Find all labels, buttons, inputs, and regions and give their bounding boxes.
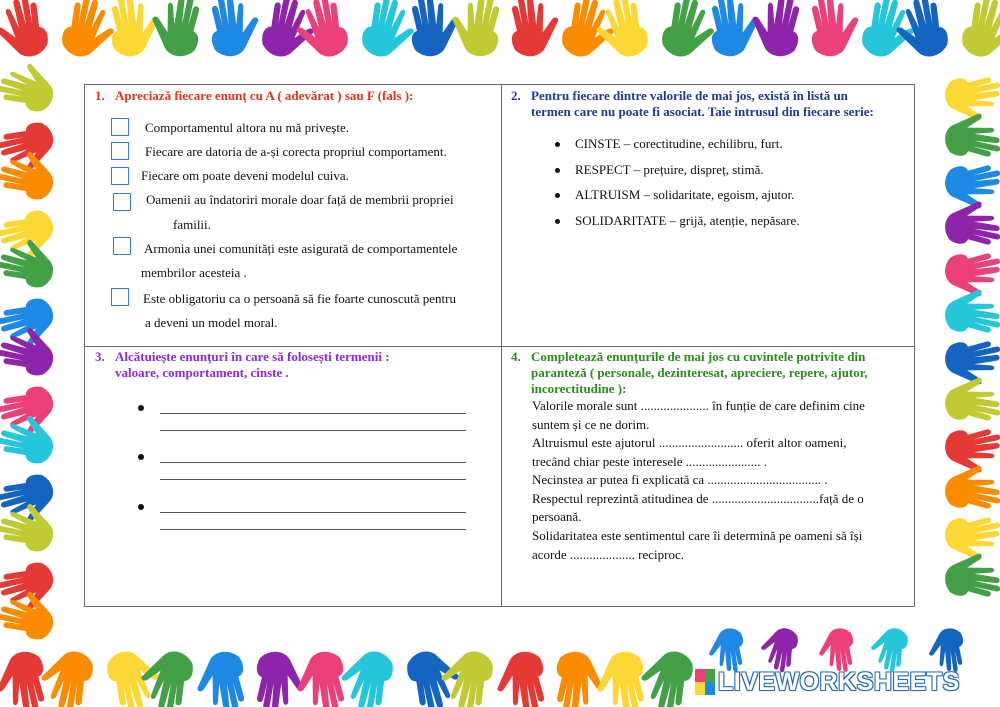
q1-title bbox=[95, 88, 413, 104]
hand-print-icon bbox=[204, 0, 263, 59]
q3-title bbox=[95, 349, 390, 381]
q4-line-1[interactable]: Valorile morale sunt ..................... în funție de care definim cine bbox=[532, 398, 865, 413]
hand-print-icon bbox=[491, 648, 552, 707]
answer-line-1b[interactable] bbox=[160, 430, 466, 431]
worksheet-sheet bbox=[84, 84, 915, 607]
q1-item-6: Este obligatoriu ca o persoană să fie foarte cunoscută pentru bbox=[143, 291, 456, 306]
hand-print-icon bbox=[146, 0, 207, 60]
hand-print-icon bbox=[104, 0, 163, 59]
q1-item-5-cont: membrilor acesteia . bbox=[141, 265, 247, 280]
brand-mark-square bbox=[695, 682, 705, 695]
hand-print-icon bbox=[259, 0, 320, 62]
hand-print-icon bbox=[659, 0, 720, 62]
q4-line-7: persoană. bbox=[532, 509, 582, 524]
q4-line-6[interactable]: Respectul reprezintă atitudinea de .................................față de o bbox=[532, 491, 864, 506]
answer-line-3b[interactable] bbox=[160, 529, 466, 530]
answer-line-2a[interactable] bbox=[160, 462, 466, 463]
hand-print-icon bbox=[436, 647, 495, 707]
answer-line-3a[interactable] bbox=[160, 512, 466, 513]
hand-print-icon bbox=[746, 0, 807, 60]
hand-print-icon bbox=[404, 646, 465, 707]
bullet bbox=[555, 219, 560, 224]
q4-title-line3: incorectitudine ): bbox=[531, 381, 627, 396]
q1-item-4-cont: familii. bbox=[173, 217, 211, 232]
q1-number: 1. bbox=[95, 88, 105, 103]
q2-item-2[interactable]: RESPECT – prețuire, dispreț, stimă. bbox=[575, 162, 764, 177]
bullet bbox=[555, 142, 560, 147]
bullet bbox=[138, 405, 144, 411]
q4-line-8: Solidaritatea este sentimentul care îi determină pe oameni să își bbox=[532, 528, 863, 543]
q3-title-line2: valoare, comportament, cinste . bbox=[115, 365, 289, 380]
brand-mark-square bbox=[705, 669, 715, 682]
brand-mark-square bbox=[695, 669, 705, 682]
hand-print-icon bbox=[291, 0, 350, 61]
brand-name: LIVEWORKSHEETS bbox=[718, 667, 960, 696]
hand-print-icon bbox=[336, 647, 395, 707]
bullet bbox=[138, 454, 144, 460]
hand-print-icon bbox=[104, 646, 165, 707]
q4-line-2: suntem și ce ne dorim. bbox=[532, 417, 650, 432]
q1-item-6-cont: a deveni un model moral. bbox=[145, 315, 278, 330]
q1-checkbox-2[interactable] bbox=[111, 142, 129, 160]
hand-print-icon bbox=[0, 0, 51, 61]
hand-print-icon bbox=[591, 0, 650, 61]
liveworksheets-logo bbox=[695, 668, 960, 696]
q1-item-4: Oamenii au îndatoriri morale doar față de membrii propriei bbox=[146, 192, 454, 207]
q2-number: 2. bbox=[511, 88, 521, 103]
hand-print-icon bbox=[0, 146, 59, 202]
hand-print-icon bbox=[549, 649, 608, 707]
hand-print-icon bbox=[891, 0, 950, 61]
q1-item-3: Fiecare om poate deveni modelul cuiva. bbox=[141, 168, 349, 183]
q4-title bbox=[511, 349, 868, 397]
hand-print-icon bbox=[704, 0, 763, 59]
hand-print-icon bbox=[504, 0, 563, 59]
hand-print-icon bbox=[0, 498, 59, 554]
hand-print-icon bbox=[249, 649, 308, 707]
hand-print-icon bbox=[136, 647, 195, 707]
hand-print-icon bbox=[0, 586, 59, 642]
q1-item-1: Comportamentul altora nu mă privește. bbox=[145, 120, 349, 135]
hand-print-icon bbox=[0, 410, 59, 466]
hand-print-icon bbox=[446, 0, 507, 60]
q2-item-3[interactable]: ALTRUISM – solidaritate, egoism, ajutor. bbox=[575, 187, 795, 202]
q1-item-2: Fiecare are datoria de a-și corecta propriul comportament. bbox=[145, 144, 447, 159]
q1-item-5: Armonia unei comunități este asigurată de comportamentele bbox=[144, 241, 458, 256]
q3-title-line1: Alcătuiește enunțuri în care să folosești termenii : bbox=[115, 349, 390, 364]
bullet bbox=[555, 193, 560, 198]
hand-print-icon bbox=[404, 0, 463, 59]
q4-title-line1: Completează enunțurile de mai jos cu cuvintele potrivite din bbox=[531, 349, 866, 364]
q1-checkbox-1[interactable] bbox=[111, 118, 129, 136]
hand-print-icon bbox=[191, 648, 252, 707]
q2-title bbox=[511, 88, 874, 120]
q2-item-4[interactable]: SOLIDARITATE – grijă, atenție, nepăsare. bbox=[575, 213, 800, 228]
hand-print-icon bbox=[0, 322, 59, 378]
hand-print-icon bbox=[804, 0, 863, 59]
q3-number: 3. bbox=[95, 349, 105, 364]
brand-mark-icon bbox=[695, 669, 715, 695]
brand-mark-square bbox=[705, 682, 715, 695]
hand-print-icon bbox=[959, 0, 1000, 62]
q4-number: 4. bbox=[511, 349, 521, 364]
row-divider bbox=[85, 346, 914, 347]
q4-line-9[interactable]: acorde .................... reciproc. bbox=[532, 547, 684, 562]
hand-print-icon bbox=[559, 0, 620, 62]
bullet bbox=[555, 168, 560, 173]
q1-checkbox-6[interactable] bbox=[111, 288, 129, 306]
hand-print-icon bbox=[0, 58, 59, 114]
q4-line-5[interactable]: Necinstea ar putea fi explicată ca ................................... . bbox=[532, 472, 828, 487]
hand-print-icon bbox=[36, 647, 95, 707]
q1-checkbox-3[interactable] bbox=[111, 167, 129, 185]
hand-print-icon bbox=[359, 0, 420, 62]
q4-line-4[interactable]: trecând chiar peste interesele ....................... . bbox=[532, 454, 767, 469]
q2-title-line1: Pentru fiecare dintre valorile de mai jos, există în listă un bbox=[531, 88, 848, 103]
hand-print-icon bbox=[59, 0, 120, 62]
hand-print-icon bbox=[636, 647, 695, 707]
q1-checkbox-4[interactable] bbox=[113, 193, 131, 211]
hand-print-icon bbox=[859, 0, 920, 62]
answer-line-1a[interactable] bbox=[160, 413, 466, 414]
q1-title-text: Apreciază fiecare enunț cu A ( adevărat ) sau F (fals ): bbox=[115, 88, 414, 103]
q2-title-line2: termen care nu poate fi asociat. Taie intrusul din fiecare serie: bbox=[531, 104, 874, 119]
hand-print-icon bbox=[0, 234, 59, 290]
q4-line-3[interactable]: Altruismul este ajutorul .......................... oferit altor oameni, bbox=[532, 435, 847, 450]
bullet bbox=[138, 504, 144, 510]
answer-line-2b[interactable] bbox=[160, 479, 466, 480]
q1-checkbox-5[interactable] bbox=[113, 237, 131, 255]
q4-title-line2: paranteză ( personale, dezinteresat, apreciere, repere, ajutor, bbox=[531, 365, 868, 380]
q2-item-1[interactable]: CINSTE – corectitudine, echilibru, furt. bbox=[575, 136, 783, 151]
